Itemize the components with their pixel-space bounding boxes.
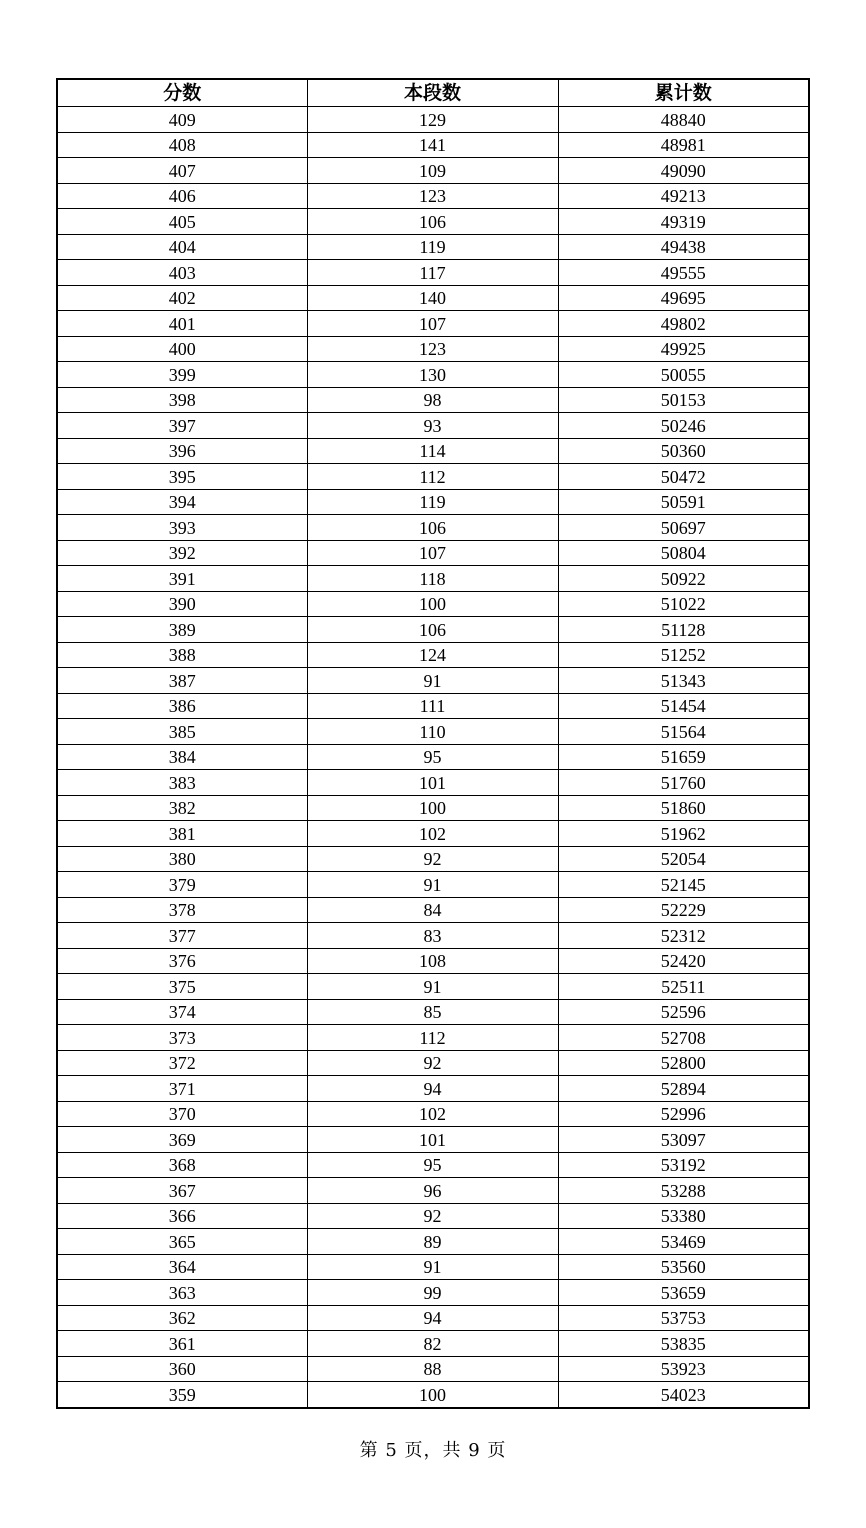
cell-cumulative-count: 50153 <box>558 387 809 413</box>
cell-cumulative-count: 51962 <box>558 821 809 847</box>
cell-segment-count: 112 <box>307 464 558 490</box>
cell-segment-count: 119 <box>307 489 558 515</box>
header-cumulative-count: 累计数 <box>558 79 809 107</box>
cell-cumulative-count: 50360 <box>558 438 809 464</box>
table-header-row <box>57 79 809 107</box>
cell-score: 394 <box>57 489 307 515</box>
table-row <box>57 311 809 337</box>
cell-score: 402 <box>57 285 307 311</box>
table-row <box>57 1331 809 1357</box>
table-row <box>57 489 809 515</box>
cell-segment-count: 106 <box>307 209 558 235</box>
table-row <box>57 795 809 821</box>
table-row <box>57 566 809 592</box>
cell-segment-count: 85 <box>307 999 558 1025</box>
cell-score: 360 <box>57 1356 307 1382</box>
cell-score: 391 <box>57 566 307 592</box>
cell-cumulative-count: 52511 <box>558 974 809 1000</box>
cell-score: 384 <box>57 744 307 770</box>
cell-score: 359 <box>57 1382 307 1408</box>
cell-segment-count: 99 <box>307 1280 558 1306</box>
cell-segment-count: 107 <box>307 311 558 337</box>
cell-score: 400 <box>57 336 307 362</box>
cell-segment-count: 92 <box>307 846 558 872</box>
cell-segment-count: 92 <box>307 1203 558 1229</box>
cell-cumulative-count: 53560 <box>558 1254 809 1280</box>
cell-score: 401 <box>57 311 307 337</box>
cell-score: 372 <box>57 1050 307 1076</box>
cell-cumulative-count: 49213 <box>558 183 809 209</box>
table-row <box>57 897 809 923</box>
cell-cumulative-count: 51128 <box>558 617 809 643</box>
table-row <box>57 464 809 490</box>
cell-cumulative-count: 49438 <box>558 234 809 260</box>
cell-cumulative-count: 51760 <box>558 770 809 796</box>
cell-score: 403 <box>57 260 307 286</box>
cell-cumulative-count: 51022 <box>558 591 809 617</box>
cell-score: 373 <box>57 1025 307 1051</box>
cell-cumulative-count: 50697 <box>558 515 809 541</box>
cell-segment-count: 89 <box>307 1229 558 1255</box>
cell-cumulative-count: 52312 <box>558 923 809 949</box>
cell-score: 386 <box>57 693 307 719</box>
cell-cumulative-count: 51860 <box>558 795 809 821</box>
cell-cumulative-count: 50804 <box>558 540 809 566</box>
cell-cumulative-count: 50055 <box>558 362 809 388</box>
table-row <box>57 693 809 719</box>
cell-segment-count: 140 <box>307 285 558 311</box>
cell-cumulative-count: 53380 <box>558 1203 809 1229</box>
table-row <box>57 158 809 184</box>
cell-cumulative-count: 53659 <box>558 1280 809 1306</box>
table-body <box>57 107 809 1408</box>
cell-score: 405 <box>57 209 307 235</box>
cell-score: 397 <box>57 413 307 439</box>
cell-cumulative-count: 49555 <box>558 260 809 286</box>
cell-cumulative-count: 49319 <box>558 209 809 235</box>
cell-segment-count: 106 <box>307 617 558 643</box>
cell-cumulative-count: 52800 <box>558 1050 809 1076</box>
cell-segment-count: 124 <box>307 642 558 668</box>
cell-segment-count: 83 <box>307 923 558 949</box>
cell-segment-count: 114 <box>307 438 558 464</box>
table-row <box>57 285 809 311</box>
cell-cumulative-count: 52996 <box>558 1101 809 1127</box>
cell-score: 383 <box>57 770 307 796</box>
cell-segment-count: 129 <box>307 107 558 133</box>
table-row <box>57 1203 809 1229</box>
cell-score: 380 <box>57 846 307 872</box>
table-row <box>57 1152 809 1178</box>
cell-score: 379 <box>57 872 307 898</box>
table-row <box>57 1178 809 1204</box>
table-row <box>57 744 809 770</box>
cell-segment-count: 100 <box>307 795 558 821</box>
cell-segment-count: 88 <box>307 1356 558 1382</box>
cell-segment-count: 107 <box>307 540 558 566</box>
table-row <box>57 642 809 668</box>
table-row <box>57 362 809 388</box>
cell-segment-count: 101 <box>307 770 558 796</box>
cell-segment-count: 93 <box>307 413 558 439</box>
cell-score: 388 <box>57 642 307 668</box>
cell-cumulative-count: 53192 <box>558 1152 809 1178</box>
cell-score: 392 <box>57 540 307 566</box>
cell-segment-count: 91 <box>307 668 558 694</box>
table-row <box>57 387 809 413</box>
cell-score: 406 <box>57 183 307 209</box>
cell-score: 378 <box>57 897 307 923</box>
table-row <box>57 872 809 898</box>
table-row <box>57 591 809 617</box>
table-row <box>57 234 809 260</box>
cell-segment-count: 123 <box>307 336 558 362</box>
cell-score: 374 <box>57 999 307 1025</box>
cell-segment-count: 94 <box>307 1076 558 1102</box>
table-row <box>57 515 809 541</box>
cell-cumulative-count: 53469 <box>558 1229 809 1255</box>
cell-score: 395 <box>57 464 307 490</box>
table-row <box>57 974 809 1000</box>
table-row <box>57 1356 809 1382</box>
cell-cumulative-count: 51564 <box>558 719 809 745</box>
table-row <box>57 336 809 362</box>
cell-cumulative-count: 51252 <box>558 642 809 668</box>
cell-segment-count: 100 <box>307 1382 558 1408</box>
cell-segment-count: 117 <box>307 260 558 286</box>
cell-cumulative-count: 53923 <box>558 1356 809 1382</box>
cell-segment-count: 91 <box>307 974 558 1000</box>
cell-score: 365 <box>57 1229 307 1255</box>
cell-cumulative-count: 51454 <box>558 693 809 719</box>
cell-segment-count: 94 <box>307 1305 558 1331</box>
cell-cumulative-count: 48981 <box>558 132 809 158</box>
cell-cumulative-count: 54023 <box>558 1382 809 1408</box>
table-row <box>57 1101 809 1127</box>
cell-cumulative-count: 52145 <box>558 872 809 898</box>
cell-segment-count: 112 <box>307 1025 558 1051</box>
cell-segment-count: 109 <box>307 158 558 184</box>
table-row <box>57 1254 809 1280</box>
page-footer: 第 5 页，共 9 页 <box>359 1440 507 1461</box>
cell-score: 407 <box>57 158 307 184</box>
cell-segment-count: 95 <box>307 744 558 770</box>
cell-score: 382 <box>57 795 307 821</box>
cell-segment-count: 141 <box>307 132 558 158</box>
cell-cumulative-count: 53835 <box>558 1331 809 1357</box>
table-row <box>57 1280 809 1306</box>
cell-cumulative-count: 50922 <box>558 566 809 592</box>
cell-score: 387 <box>57 668 307 694</box>
cell-score: 409 <box>57 107 307 133</box>
cell-score: 366 <box>57 1203 307 1229</box>
table-row <box>57 1382 809 1408</box>
cell-cumulative-count: 50246 <box>558 413 809 439</box>
table-row <box>57 132 809 158</box>
cell-score: 369 <box>57 1127 307 1153</box>
cell-segment-count: 98 <box>307 387 558 413</box>
cell-cumulative-count: 49802 <box>558 311 809 337</box>
cell-cumulative-count: 52596 <box>558 999 809 1025</box>
header-score: 分数 <box>57 79 307 107</box>
cell-score: 389 <box>57 617 307 643</box>
cell-segment-count: 110 <box>307 719 558 745</box>
score-table <box>56 78 810 1409</box>
cell-score: 367 <box>57 1178 307 1204</box>
cell-score: 371 <box>57 1076 307 1102</box>
table-row <box>57 1229 809 1255</box>
cell-segment-count: 101 <box>307 1127 558 1153</box>
cell-cumulative-count: 53753 <box>558 1305 809 1331</box>
cell-cumulative-count: 50591 <box>558 489 809 515</box>
cell-cumulative-count: 51659 <box>558 744 809 770</box>
cell-segment-count: 91 <box>307 1254 558 1280</box>
cell-score: 368 <box>57 1152 307 1178</box>
cell-segment-count: 118 <box>307 566 558 592</box>
cell-score: 381 <box>57 821 307 847</box>
cell-score: 408 <box>57 132 307 158</box>
table-row <box>57 948 809 974</box>
cell-segment-count: 108 <box>307 948 558 974</box>
cell-score: 398 <box>57 387 307 413</box>
table-row <box>57 413 809 439</box>
table-row <box>57 438 809 464</box>
table-row <box>57 923 809 949</box>
table-row <box>57 1050 809 1076</box>
cell-segment-count: 100 <box>307 591 558 617</box>
cell-cumulative-count: 52894 <box>558 1076 809 1102</box>
cell-segment-count: 102 <box>307 821 558 847</box>
cell-score: 385 <box>57 719 307 745</box>
table-row <box>57 540 809 566</box>
cell-cumulative-count: 49695 <box>558 285 809 311</box>
table-row <box>57 999 809 1025</box>
cell-cumulative-count: 52054 <box>558 846 809 872</box>
cell-score: 396 <box>57 438 307 464</box>
cell-segment-count: 119 <box>307 234 558 260</box>
table-row <box>57 1076 809 1102</box>
cell-segment-count: 123 <box>307 183 558 209</box>
table-row <box>57 668 809 694</box>
cell-score: 404 <box>57 234 307 260</box>
cell-score: 362 <box>57 1305 307 1331</box>
cell-score: 370 <box>57 1101 307 1127</box>
cell-segment-count: 84 <box>307 897 558 923</box>
cell-cumulative-count: 53097 <box>558 1127 809 1153</box>
cell-segment-count: 106 <box>307 515 558 541</box>
cell-segment-count: 92 <box>307 1050 558 1076</box>
cell-cumulative-count: 48840 <box>558 107 809 133</box>
cell-score: 390 <box>57 591 307 617</box>
cell-score: 363 <box>57 1280 307 1306</box>
table-row <box>57 617 809 643</box>
cell-score: 393 <box>57 515 307 541</box>
cell-segment-count: 96 <box>307 1178 558 1204</box>
cell-cumulative-count: 52229 <box>558 897 809 923</box>
cell-score: 375 <box>57 974 307 1000</box>
cell-segment-count: 111 <box>307 693 558 719</box>
cell-score: 376 <box>57 948 307 974</box>
cell-segment-count: 91 <box>307 872 558 898</box>
cell-score: 377 <box>57 923 307 949</box>
cell-cumulative-count: 49090 <box>558 158 809 184</box>
cell-cumulative-count: 52420 <box>558 948 809 974</box>
table-row <box>57 107 809 133</box>
cell-cumulative-count: 50472 <box>558 464 809 490</box>
table-row <box>57 770 809 796</box>
cell-cumulative-count: 52708 <box>558 1025 809 1051</box>
cell-segment-count: 130 <box>307 362 558 388</box>
cell-cumulative-count: 51343 <box>558 668 809 694</box>
table-row <box>57 719 809 745</box>
header-segment-count: 本段数 <box>307 79 558 107</box>
cell-score: 364 <box>57 1254 307 1280</box>
table-row <box>57 1127 809 1153</box>
cell-cumulative-count: 49925 <box>558 336 809 362</box>
table-row <box>57 846 809 872</box>
cell-score: 361 <box>57 1331 307 1357</box>
cell-segment-count: 82 <box>307 1331 558 1357</box>
cell-score: 399 <box>57 362 307 388</box>
cell-segment-count: 102 <box>307 1101 558 1127</box>
table-row <box>57 1025 809 1051</box>
table-row <box>57 183 809 209</box>
table-row <box>57 821 809 847</box>
table-row <box>57 260 809 286</box>
table-row <box>57 1305 809 1331</box>
cell-segment-count: 95 <box>307 1152 558 1178</box>
cell-cumulative-count: 53288 <box>558 1178 809 1204</box>
table-row <box>57 209 809 235</box>
